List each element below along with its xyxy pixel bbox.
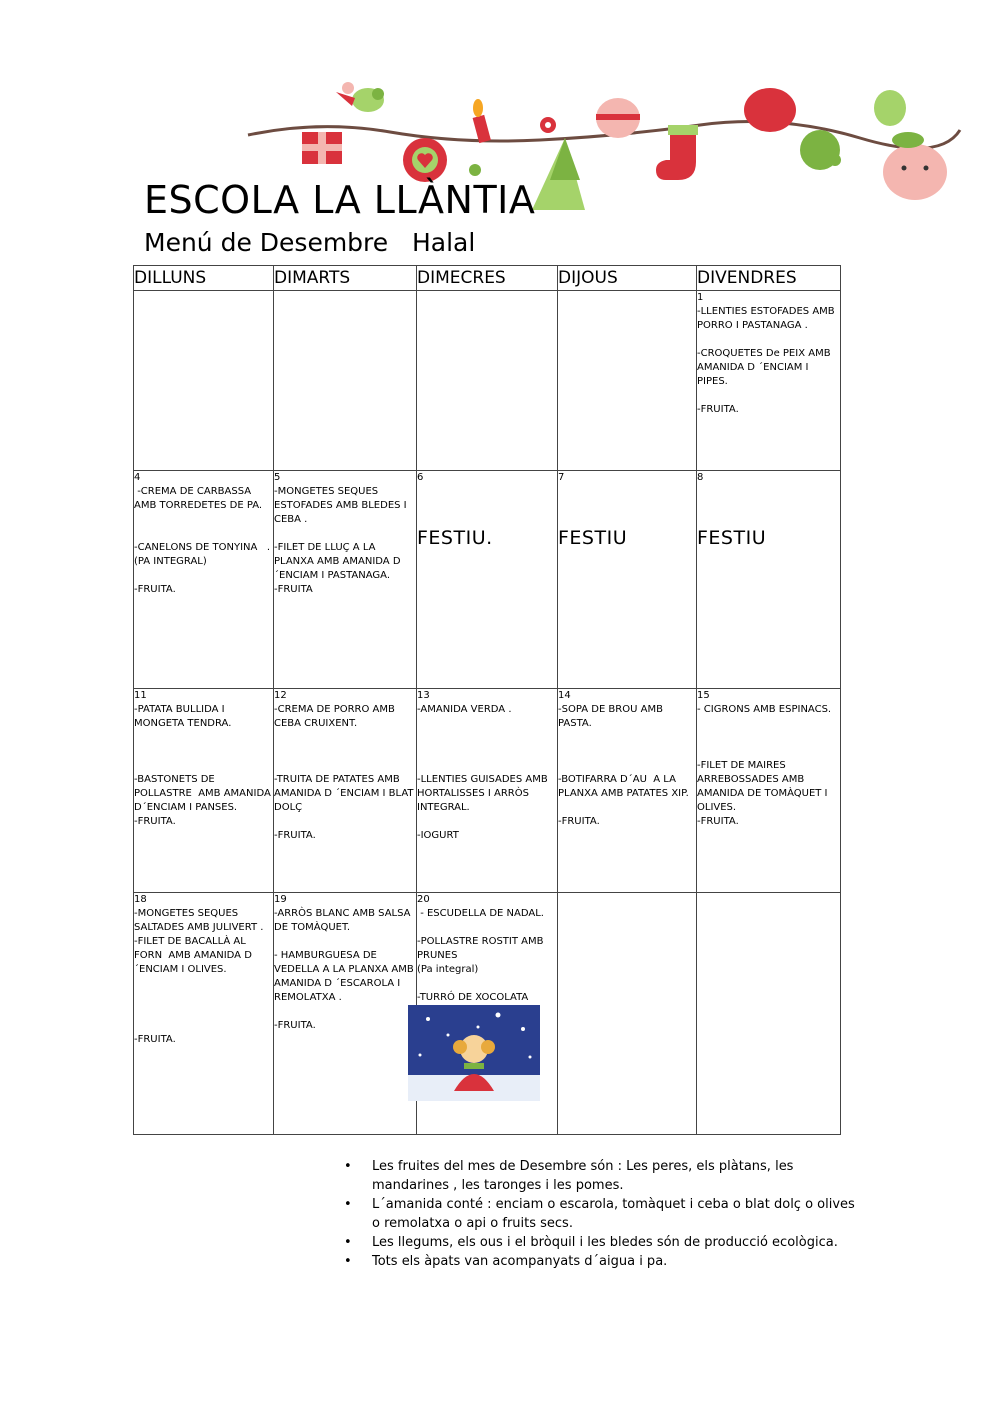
- day-cell: [274, 471, 417, 689]
- note-item: • Les fruites del mes de Desembre són : Les peres, els plàtans, les mandarines , les taronges i les pomes.: [344, 1157, 864, 1195]
- day-number: 8: [697, 472, 704, 483]
- dish-line: -FRUITA.: [134, 816, 176, 827]
- dish-line: -AMANIDA VERDA .: [417, 704, 512, 715]
- dish-line: - ESCUDELLA DE NADAL.: [417, 908, 544, 919]
- day-cell: [697, 291, 841, 471]
- day-number: 20: [417, 894, 430, 905]
- dish-line: -POLLASTRE ROSTIT AMB PRUNES: [417, 936, 547, 961]
- note-item: • L´amanida conté : enciam o escarola, tomàquet i ceba o blat dolç o olives o remolatxa o api o fruits secs.: [344, 1195, 864, 1233]
- dish-line: -CANELONS DE TONYINA .: [134, 542, 271, 553]
- week-row: [134, 893, 841, 1135]
- gift-icon: [302, 132, 342, 164]
- day-header: DIJOUS: [558, 266, 697, 291]
- dish-line: -FRUITA.: [134, 584, 176, 595]
- day-cell: [274, 689, 417, 893]
- day-header: DIMARTS: [274, 266, 417, 291]
- dish-line: -FRUITA.: [697, 404, 739, 415]
- day-header-row: [134, 266, 841, 291]
- dish-line: -LLENTIES ESTOFADES AMB PORRO I PASTANAGA .: [697, 306, 838, 331]
- bear-icon: [883, 132, 947, 200]
- day-number: 18: [134, 894, 147, 905]
- day-number: 4: [134, 472, 141, 483]
- day-cell: [134, 893, 274, 1135]
- dish-line: -CREMA DE CARBASSA AMB TORREDETES DE PA.: [134, 486, 263, 511]
- day-cell: [697, 689, 841, 893]
- day-cell: [697, 471, 841, 689]
- day-header: DIMECRES: [417, 266, 558, 291]
- day-number: 6: [417, 472, 424, 483]
- note-item: • Tots els àpats van acompanyats d´aigua i pa.: [344, 1252, 864, 1271]
- day-cell: [417, 291, 558, 471]
- note-item: • Les llegums, els ous i el bròquil i les bledes són de producció ecològica.: [344, 1233, 864, 1252]
- day-cell: [417, 689, 558, 893]
- day-number: 7: [558, 472, 565, 483]
- week-row: [134, 689, 841, 893]
- menu-subtitle: Menú de Desembre Halal: [144, 228, 476, 257]
- day-cell: [417, 471, 558, 689]
- day-cell: [697, 893, 841, 1135]
- day-number: 19: [274, 894, 287, 905]
- christmas-picture-icon: [408, 1005, 540, 1101]
- dish-line: -FRUITA.: [558, 816, 600, 827]
- dish-line: -CREMA DE PORRO AMB CEBA CRUIXENT.: [274, 704, 399, 729]
- dish-line: -FILET DE BACALLÀ AL FORN AMB AMANIDA D ´ENCIAM I OLIVES.: [134, 936, 256, 975]
- dish-line: -ARRÒS BLANC AMB SALSA DE TOMÀQUET.: [274, 908, 414, 933]
- day-cell: [134, 689, 274, 893]
- dish-line: -FRUITA: [274, 584, 313, 595]
- day-cell: [558, 893, 697, 1135]
- dish-line: -FRUITA.: [697, 816, 739, 827]
- holiday-label: FESTIU.: [417, 527, 493, 549]
- dish-line: -TURRÓ DE XOCOLATA: [417, 992, 529, 1003]
- day-number: 1: [697, 292, 704, 303]
- dish-line: -TRUITA DE PATATES AMB AMANIDA D ´ENCIAM I BLAT DOLÇ: [274, 774, 417, 813]
- day-cell: [274, 893, 417, 1135]
- dish-line: (PA INTEGRAL): [134, 556, 207, 567]
- dish-line: - CIGRONS AMB ESPINACS.: [697, 704, 832, 715]
- day-cell: [417, 893, 558, 1135]
- dish-line: -PATATA BULLIDA I MONGETA TENDRA.: [134, 704, 232, 729]
- dish-line: -FILET DE LLUÇ A LA PLANXA AMB AMANIDA D´ENCIAM I PASTANAGA.: [274, 542, 401, 581]
- day-cell: [558, 291, 697, 471]
- dish-line: -FRUITA.: [134, 1034, 176, 1045]
- holiday-label: FESTIU: [697, 527, 767, 549]
- dish-line: -MONGETES SEQUES SALTADES AMB JULIVERT .: [134, 908, 264, 933]
- dish-line: -IOGURT: [417, 830, 459, 841]
- day-header: DIVENDRES: [697, 266, 841, 291]
- bauble-icon: [596, 88, 906, 170]
- menu-notes: [344, 1157, 864, 1271]
- day-number: 12: [274, 690, 287, 701]
- day-cell: [558, 471, 697, 689]
- dish-line: -BASTONETS DE POLLASTRE AMB AMANIDA D´ENCIAM I PANSES.: [134, 774, 274, 813]
- dish-line: -MONGETES SEQUES ESTOFADES AMB BLEDES I CEBA .: [274, 486, 410, 525]
- menu-table: [133, 265, 841, 1135]
- day-cell: [134, 471, 274, 689]
- day-header: DILLUNS: [134, 266, 274, 291]
- stocking-icon: [656, 125, 698, 180]
- dish-line: - HAMBURGUESA DE VEDELLA A LA PLANXA AMB AMANIDA D ´ESCAROLA I REMOLATXA .: [274, 950, 417, 1003]
- school-name: ESCOLA LA LLÀNTIA: [144, 178, 536, 222]
- day-cell: [558, 689, 697, 893]
- dish-line: -SOPA DE BROU AMB PASTA.: [558, 704, 667, 729]
- dish-line: (Pa integral): [417, 964, 479, 975]
- dish-line: -BOTIFARRA D´AU A LA PLANXA AMB PATATES XIP.: [558, 774, 689, 799]
- heart-ornament-icon: [403, 138, 447, 182]
- dish-line: -FRUITA.: [274, 1020, 316, 1031]
- bird-icon: [336, 82, 384, 112]
- day-number: 13: [417, 690, 430, 701]
- day-number: 15: [697, 690, 710, 701]
- dish-line: -FRUITA.: [274, 830, 316, 841]
- candle-icon: [473, 99, 491, 143]
- week-row: [134, 471, 841, 689]
- christmas-tree-icon: [532, 138, 585, 210]
- day-cell: [134, 291, 274, 471]
- day-cell: [274, 291, 417, 471]
- day-number: 14: [558, 690, 571, 701]
- day-number: 11: [134, 690, 147, 701]
- dish-line: -LLENTIES GUISADES AMB HORTALISSES I ARRÒS INTEGRAL.: [417, 774, 551, 813]
- dish-line: -FILET DE MAIRES ARREBOSSADES AMB AMANIDA DE TOMÀQUET I OLIVES.: [697, 760, 831, 813]
- dish-line: -CROQUETES De PEIX AMB AMANIDA D ´ENCIAM I PIPES.: [697, 348, 834, 387]
- holiday-label: FESTIU: [558, 527, 628, 549]
- week-row: [134, 291, 841, 471]
- day-number: 5: [274, 472, 281, 483]
